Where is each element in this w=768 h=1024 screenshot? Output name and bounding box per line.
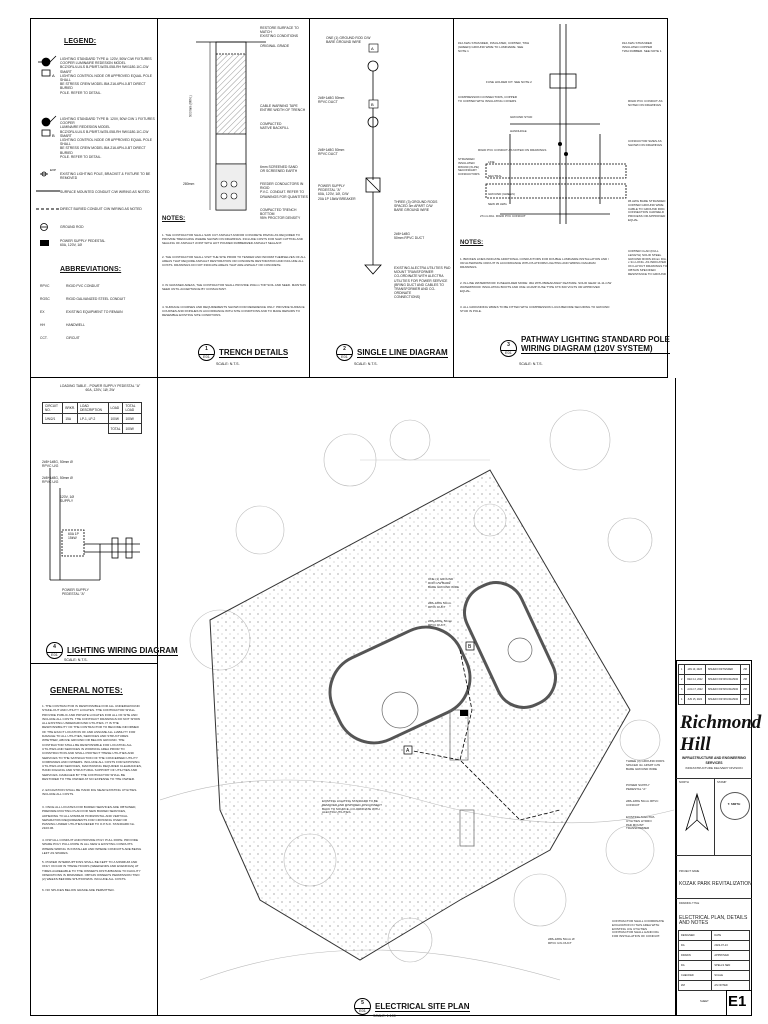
legend-item: LIGHTING STANDARD TYPE B: 120V, 50W C/W 1 FIXTURES COOPER LUMINAIRE REDESIGN MODEL BCZ/ORL/LU/LS B-PB/RT-W/25-058-RH 9W/1180-1IC-CW SMART LIGHTING CONTROL NODE OR APPROVED EQUAL POLE SHALL BE STRESS CREW MODEL BM-216-6PN-0-BT DIRECT BURIED POLE. REFER TO DETAIL. — [60, 117, 155, 159]
abbr-row: RGSC RIGID GALVANIZED STEEL CONDUIT — [40, 297, 126, 301]
sheet-small-label: SHEET — [700, 1000, 709, 1003]
dept-line-2: INFRASTRUCTURE DELIVERY DIVISION — [685, 766, 743, 770]
detail-bubble: 5 E01 — [354, 998, 371, 1015]
sld-scale: SCALE: N.T.S. — [354, 362, 378, 366]
trench-label: FEEDER CONDUCTORS IN RIGID P.V.C. CONDUIT. REFER TO DRAWINGS FOR QUANTITIES — [260, 182, 308, 199]
table-total-row: TOTAL 100W — [43, 424, 142, 434]
pole-label: GROUND STUD — [510, 115, 533, 119]
table-row: 1/N/2/1 15A LP-1, LP-2 100W 100W — [43, 414, 142, 424]
sld-label: EXISTING ALECTRA UTILITIES PAD MOUNT TRANSFORMER CO-ORDINATE WITH ALECTRA UTILITIES FOR POWER SERVICE (BRING DUCT AND CABLES TO TRANSFORMER AND CO-ORDINATE CONNECTIONS) — [394, 266, 451, 300]
detail-bubble: 4 E01 — [46, 642, 63, 659]
legend-title: LEGEND: — [64, 38, 97, 45]
pole-label: RIGID PVC CONDUIT AS NOTED ON DRAWINGS — [478, 148, 547, 152]
north-label: NORTH — [679, 780, 689, 784]
trench-notes-title: NOTES: — [162, 216, 186, 222]
trench-label: COMPACTED TRENCH BOTTOM 95% PROCTOR DENSITY — [260, 208, 301, 221]
abbr-row: EX EXISTING EQUIPMENT TO REMAIN — [40, 310, 123, 314]
site-title: ELECTRICAL SITE PLAN — [375, 1001, 470, 1011]
pedestal-symbol — [40, 240, 49, 246]
legend-item: DIRECT BURIED CONDUIT C/W WIRING AS NOTED — [60, 207, 142, 211]
sld-label: 2#8+1#8G 50mm RPVC DUCT — [394, 232, 425, 241]
site-lamp-b: B — [468, 644, 472, 650]
sld-title-group — [336, 344, 448, 361]
wiring-label: 2#8+1#8G, 50mm Ø RPVC U/G — [42, 476, 73, 485]
pole-title-group — [500, 332, 670, 357]
trench-label: CABLE WARNING TAPE ENTIRE WIDTH OF TRENCH — [260, 104, 306, 113]
site-label: ONE (1) GROUND ROD C/W BARE BARE GROUND WIRE — [428, 577, 460, 589]
sld-lamp-b: B — [371, 102, 374, 107]
general-note: 4. FISH ALL CONDUIT AND PROVIDE POLY PULL ROPE. PROVIDE SPARE POLY PULL ROPE IN ALL NEW & EXISTING CONDUITS WHERE WIRING IS INSTALLED AND WHERE CONDUITS ARE BEING LEFT AS SPARES. — [42, 838, 142, 855]
sld-lamp-a: A — [371, 46, 374, 51]
site-label: 2#8+1#8G 50mm RPVC DUCT — [428, 601, 452, 609]
pole-label: NEW #6 AWG — [488, 202, 507, 206]
site-label: 2#8+1#8G, 50mm RPVC DUCT — [428, 619, 453, 627]
table-row: 4 JUN 15, 2022 ISSUED FOR 30% REVIEW ZM — [679, 695, 750, 705]
stamp-name: T. SMITH — [727, 802, 741, 806]
legend-item: GROUND ROD — [60, 225, 84, 229]
pole-label: CONDUCTOR SIZES AS SHOWN ON DRAWINGS — [628, 139, 663, 147]
trench-note: 4. SURFACE COURSES AND REQUIREMENTS SHOWN FOR REFERENCE ONLY. PROVIDE SURFACE COURSES AND FINISHES IN ACCORDANCE WITH SITE CONDITIONS AND TO MAKE REPAIRS TO RESEMBLE EXISTING SITE CONDITIONS. — [162, 305, 305, 317]
site-label: THREE (3) GROUND RODS SPACED 3m APART C/W BARE GROUND WIRE — [626, 759, 665, 771]
site-label: CONTRACTOR SHALL COORDINATE EXCAVATION IN THIS AREA WITH EXISTING U/G UTILITIES CONTRACTOR SHALL HAND DIG FOR INSTALLATION OF CONDUIT. — [612, 919, 664, 939]
drawing-title: ELECTRICAL PLAN, DETAILS AND NOTES — [679, 915, 748, 926]
pole-title-2: WIRING DIAGRAM (120V SYSTEM) — [521, 344, 670, 354]
trench-title-group — [198, 344, 288, 361]
drawing-label: DRAWING TITLE — [679, 902, 700, 905]
dept-line-1: INFRASTRUCTURE AND ENGINEERING SERVICES — [681, 756, 747, 765]
general-notes-title: GENERAL NOTES: — [50, 686, 123, 695]
pole-label: 27mm DIA. RIGID PVC CONDUIT — [480, 214, 526, 218]
pole-label: STRANDED INSULATED RWU90 (XLPE) SECONDARY CONDUCTORS — [458, 157, 480, 177]
wiring-label: 60A 1P 15kW — [68, 532, 79, 541]
legend-item: LIGHTING STANDARD TYPE A: 120V, 50W C/W FIXTURES COOPER LUMINAIRE REDESIGN MODEL BCZ/ORL/LU/LS B-PB/RT-W/25-058-RH 9W/1180-1IC-CW SMART LIGHTING CONTROL NODE OR APPROVED EQUAL POLE SHALL BE STRESS CREW MODEL BM-216-6PN-0-BT DIRECT BURIED POLE. REFER TO DETAIL. — [60, 57, 153, 95]
abbreviations-list — [40, 284, 155, 349]
ground-rod-symbol — [41, 224, 48, 231]
legend-item: EXISTING LIGHTING POLE, BRACKET & FIXTURE TO BE REMOVED — [60, 172, 151, 181]
detail-bubble: 1 E01 — [198, 344, 215, 361]
general-note: 1. THE CONTRACTOR IS RESPONSIBLE FOR ALL UNDERGROUND STAKE-OUT AND UTILITY LOCATES. THE CONTRACTOR SHALL PROVIDE PUBLIC AND PRIVATE LOCATES FOR ALL OF SITE AND INCLUDE ALL COSTS. THE CONTRACT DRAWINGS DO NOT SHOW ALL EXISTING UNDERGROUND UTILITIES. IT IS THE RESPONSIBILITY OF THE CONTRACTOR TO BECOME INFORMED OF THE EXACT LOCATION OF AND ASSUME ALL LIABILITY FOR DAMAGE TO ALL UTILITIES, SERVICES AND STRUCTURES WHETHER, ABOVE GROUND OR BELOW GROUND. THE CONTRACTOR SHALL BE RESPONSIBLE FOR LOCATING ALL UTILITIES AND SERVICES IN WORKING AREA PRIOR TO CONSTRUCTION AND SHALL PROTECT THESE UTILITIES AND SERVICES TO THE SATISFACTION OF THE CONCERNED UTILITY COMPANIES AND OWNERS. INCLUDE ALL COSTS FOR EXPOSING UTILITIES AND SERVICES, MAINTAINING REQUIRED CLEARANCES, HAND DIGGING AND STRUCTURAL SUPPORT OF UTILITIES AND SERVICES. DAMAGED BY THE CONTRACTOR SHALL BE RESTORED TO THE OWNER AT NO EXPENSE TO THE OWNER. — [42, 704, 142, 782]
site-label: POWER SUPPLY PEDESTAL "A" — [626, 783, 650, 791]
general-note: 2. EXCAVATION SHALL BE HAND DIG NEAR EXISTING UTILITIES. INCLUDE ALL COSTS. — [42, 788, 138, 797]
pole-note: 3. ALL GROUNDING WIRES TO BE FITTED WITH COMPRESSION LUGS BEFORE SECURING TO GROUND STUD IN POLE. — [460, 305, 610, 313]
legend-item: POWER SUPPLY PEDESTAL 60A, 120V, 1Ø — [60, 239, 106, 248]
wiring-title-group — [46, 642, 178, 659]
existing-pole-label: EXP — [50, 168, 57, 172]
single-line-drawing — [360, 30, 390, 280]
site-label: EXISTING LIGHTING STANDARD TO BE REMOVED AND DISPOSED. DISCONNECT BACK TO SOURCE. CO-ORDINATE WITH ALECTRA UTILITIES. — [322, 799, 383, 815]
trench-title: TRENCH DETAILS — [219, 347, 289, 357]
stamp-label: STAMP — [717, 780, 727, 784]
wiring-title: LIGHTING WIRING DIAGRAM — [67, 645, 178, 655]
pole-notes-title: NOTES: — [460, 240, 484, 246]
pole-label: RIGID PVC CONDUIT AS NOTED ON DRAWINGS — [628, 99, 663, 107]
site-plan-drawing — [160, 380, 674, 1012]
detail-bubble: 2 E01 — [336, 344, 353, 361]
pole-label: #6 AWG BARE STRANDED COPPER GROUND WIRE CABLE TO GROUND ROD. CONNECTION CADWELD PROCESS OR APPROVED EQUAL — [628, 199, 666, 222]
site-label: 2#8+1#8G 50mm Ø RPVC U/G DUCT — [548, 937, 575, 945]
site-lamp-a: A — [406, 748, 410, 754]
wiring-label: POWER SUPPLY PEDESTAL "A" — [62, 588, 89, 597]
fields-table: DESIGNED DATE DA 2022-07-13 DRAWN APPROVED DA SPELLS SEN CHECKED SCALE ZM AS NOTED — [678, 930, 750, 991]
site-scale: SCALE: 1:100 — [373, 1014, 396, 1018]
pole-scale: SCALE: N.T.S. — [519, 362, 543, 366]
trench-scale: SCALE: N.T.S. — [216, 362, 240, 366]
richmond-hill-logo: Richmond Hill — [680, 712, 762, 755]
trench-label: ORIGINAL GRADE — [260, 44, 290, 48]
legend-item: SURFACE MOUNTED CONDUIT C/W WIRING AS NOTED — [60, 190, 150, 194]
existing-pole-symbol — [40, 172, 48, 176]
abbreviations-title: ABBREVIATIONS: — [60, 266, 122, 273]
trench-note: 2. THE CONTRACTOR SHALL VISIT THE SITE PRIOR TO TENDER AND INFORM THEMSELVES OF ALL AREAS THAT REQUIRE ASPHALT RESTORATION OR CONCRETE RESTORATION AND INCLUDE ALL COSTS. DRAWINGS DO NOT INDICATE AREAS THAT ARE ASPHALT OR CONCRETE. — [162, 255, 306, 267]
loading-caption: LOADING TABLE - POWER SUPPLY PEDESTAL "A" 60A, 120V, 1Ø, 2W — [59, 384, 141, 393]
general-note: 6. NO SPLICES BELOW GRADE ARE PERMITTED. — [42, 888, 115, 892]
wiring-label: 2#8+1#8G, 50mm Ø RPVC U/G — [42, 460, 73, 469]
abbr-row: CCT. CIRCUIT — [40, 336, 80, 340]
pole-label: GROUND (GREEN) — [488, 192, 515, 196]
pole-title-1: PATHWAY LIGHTING STANDARD POLE — [521, 335, 670, 344]
north-arrow-icon — [682, 790, 712, 840]
pole-label: #12 AWG STRANDED, INSULATED, COPPER, TWH (GREEN) GROUND WIRE TO LUMINAIRE. SEE NOTE 1 — [458, 41, 530, 53]
abbr-row: RPVC RIGID PVC CONDUIT — [40, 284, 100, 288]
loading-table — [42, 402, 142, 434]
sld-title: SINGLE LINE DIAGRAM — [357, 347, 448, 357]
trench-label: RESTORE SURFACE TO MATCH EXISTING CONDITIONS — [260, 26, 299, 39]
trench-drawing — [196, 24, 266, 214]
type-b-label: B — [52, 133, 55, 138]
trench-width: 280mm — [183, 182, 195, 186]
pole-label: NEUTRAL — [488, 174, 503, 178]
table-header: CIRCUIT NO. BRKR. LOAD DESCRIPTION LOAD TOTAL LOAD — [43, 403, 142, 414]
pole-label: COPPER CLAD (FULL LENGTH) SOLID STEEL GROUND RODS 20mm DIA. x 3m LONG. AS INDICATED ON LAYOUT DRAWINGS TO OBTAIN SPECIFIED RESISTANCE TO GROUND — [628, 249, 668, 276]
detail-bubble: 3 E01 — [500, 340, 517, 357]
trench-label: COMPACTED NATIVE BACKFILL — [260, 122, 289, 131]
pole-label: HANDHOLE — [510, 129, 527, 133]
wiring-scale: SCALE: N.T.S. — [64, 658, 88, 662]
type-a-label: A — [52, 73, 55, 78]
sheet-number: E1 — [728, 993, 747, 1010]
pole-label: COMPRESSION CONNECTORS, COPPER TO COPPER WITH INSULATING COVERS — [458, 95, 517, 103]
general-note: 5. POWER INTERRUPTIONS SHALL BE KEPT TO A MINIMUM AND ONLY OCCUR IN THESE HOURS (WEEKENDS AND EVENINGS) AT TIMES AGREEABLE TO THE OWNER'S DISTURBANCE TO FACILITY OPERATIONS IS MINIMIZED. OBTAIN OWNER'S PERMISSION TWO (2) WEEKS BEFORE SHUTDOWNS. INCLUDE ALL COSTS. — [42, 860, 141, 882]
table-row: 2 DEC 14, 2022 ISSUED FOR 90% REVIEW ZM — [679, 675, 750, 685]
divider — [676, 898, 752, 899]
pole-note: 2. IN-LINE WATERPROOF FUSEHOLDER MODE: 30A WITH BREAKAWAY FEATURE. SOLID GEAR 11-11-C/W WATERPROOF INSULATING BOOTS AND ONE 10 AMP FUSE TYPE KTK 600 VOLTS OR APPROVED EQUAL. — [460, 281, 612, 293]
table-row: 1 JAN 10, 2023 ISSUED FOR TENDER ZM — [679, 665, 750, 675]
general-note: 3. ONCE ALL LOCATES FOR BURIED SERVICES ARE OBTAINED, PREPARE ROUTING PLAN FOR NEW BURIED SERVICES, ADHERING TO ALL MINIMUM HORIZONTAL AND VERTICAL SEPARATION REQUIREMENTS FOR CROSSING OVER OR PASSING UNDER UTILITIES REFER TO O.P.S.D. STANDARD No. 2103.06. — [42, 805, 137, 831]
abbr-row: HH HANDWELL — [40, 323, 85, 327]
sld-label: POWER SUPPLY PEDESTAL "A" 60A, 120V, 1Ø, C/W 20A 1P 15kW BREAKER — [318, 184, 356, 201]
pole-label: FUSE HOLDER KIT. SEE NOTE 2 — [486, 80, 532, 84]
wiring-label: 120V, 1Ø SUPPLY — [60, 495, 75, 504]
pole-label: #12 AWG STRANDED INSULATED COPPER TWH RUBBER. SEE NOTE 1 — [622, 41, 662, 53]
project-name: KOZAK PARK REVITALIZATION — [679, 881, 752, 887]
trench-note: 3. IN GRASSED AREAS, THE CONTRACTOR SHALL PROVIDE 150mm TOP SOIL AND SEED. MAINTAIN SEED UNTIL ACCEPTANCE BY CONSULTANT. — [162, 283, 306, 291]
site-label: 2#8+1#8G 50mm RPVC CONDUIT — [626, 799, 659, 807]
trench-note: 1. THE CONTRACTOR SHALL SAW CUT ASPHALT AND/OR CONCRETE PAVING AS REQUIRED TO PROVIDE TRENCHING WHERE SHOWN ON DRAWINGS. INCLUDE COSTS FOR SAW CUTTING AND SEALING OF ASPHALT JOINT WITH HOT POURED RUBBERIZED ASPHALT SEALANT. — [162, 233, 303, 245]
site-title-group — [354, 998, 470, 1015]
pole-note: 1. BROKEN LINES INDICATE ADDITIONAL CONDUCTORS FOR DOUBLE LUMINAIRE INSTALLATION AND / OR ALTERNATE CIRCUIT IN ACCORDANCE WITH PLATFORM LIGHTING AND WIRING DIAGRAM DRAWINGS. — [460, 257, 609, 269]
site-label: EXISTING ALECTRA UTILITIES HYDRO PAD MOUNT TRANSFORMER — [626, 815, 655, 831]
trench-label: 6mm SCREENED SAND OR SCREENED EARTH — [260, 165, 298, 174]
table-row: 3 AUG 17, 2022 ISSUED FOR 60% REVIEW ZM — [679, 685, 750, 695]
sld-label: 2#8+1#8G 50mm RPVC DUCT — [318, 96, 345, 105]
sld-label: 2#8+1#8G 50mm RPVC DUCT — [318, 148, 345, 157]
pole-label: LINE — [488, 160, 495, 164]
sld-label: ONE (1) GROUND ROD C/W BARE GROUND WIRE — [326, 36, 371, 45]
project-label: PROJECT NAME — [679, 870, 700, 873]
revision-table — [678, 664, 750, 705]
trench-depth: 900mm (MIN.) — [188, 95, 193, 117]
sld-label: THREE (3) GROUND RODS SPACED 3m APART C/W BARE GROUND WIRE — [394, 200, 438, 213]
